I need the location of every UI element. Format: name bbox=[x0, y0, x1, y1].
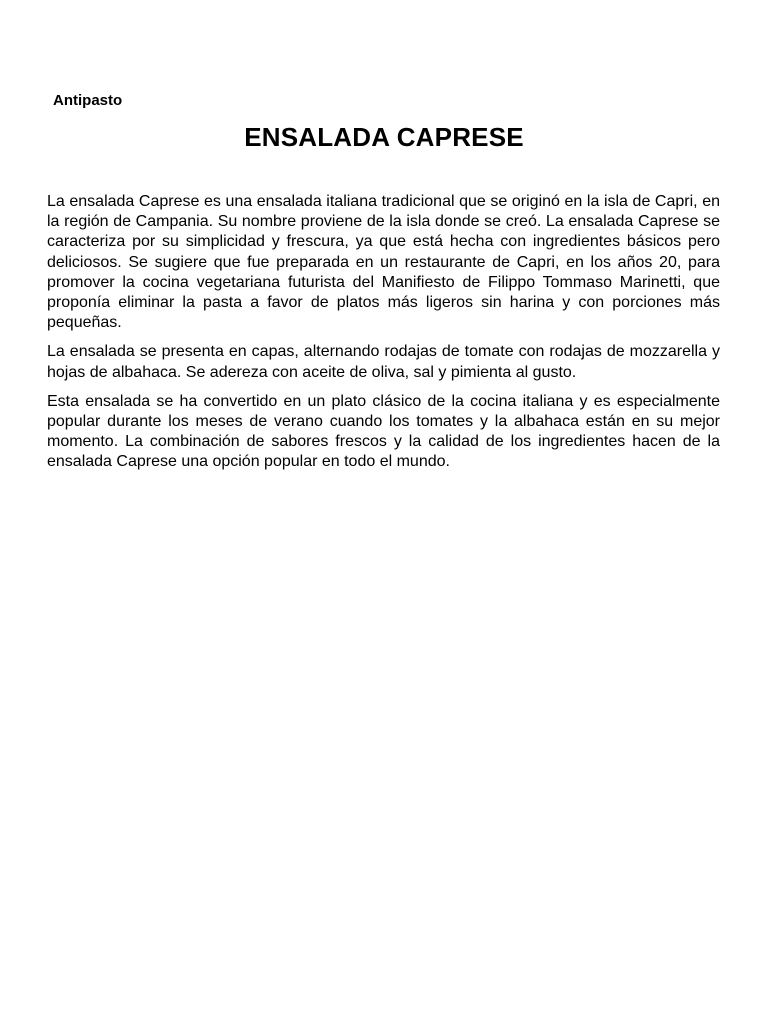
section-label: Antipasto bbox=[53, 92, 123, 109]
page-title: ENSALADA CAPRESE bbox=[244, 122, 524, 152]
paragraph-popularity: Esta ensalada se ha convertido en un plato clásico de la cocina italiana y es especialmente popular durante los meses de verano cuando los tomates y la albahaca están en su mejor momento. La combinación de sabores frescos y la calidad de los ingredientes hacen de la ensalada Caprese una opción popular en todo el mundo. bbox=[47, 392, 720, 471]
body-text bbox=[47, 192, 720, 482]
paragraph-history: La ensalada Caprese es una ensalada italiana tradicional que se originó en la isla de Capri, en la región de Campania. Su nombre proviene de la isla donde se creó. La ensalada Caprese se caracteriza por su simplicidad y frescura, ya que está hecha con ingredientes básicos pero deliciosos. Se sugiere que fue preparada en un restaurante de Capri, en los años 20, para promover la cocina vegetariana futurista del Manifiesto de Filippo Tommaso Marinetti, que proponía eliminar la pasta a favor de platos más ligeros sin harina y con porciones más pequeñas. bbox=[47, 193, 720, 332]
paragraph-presentation: La ensalada se presenta en capas, alternando rodajas de tomate con rodajas de mozzarella y hojas de albahaca. Se adereza con aceite de oliva, sal y pimienta al gusto. bbox=[47, 343, 720, 381]
